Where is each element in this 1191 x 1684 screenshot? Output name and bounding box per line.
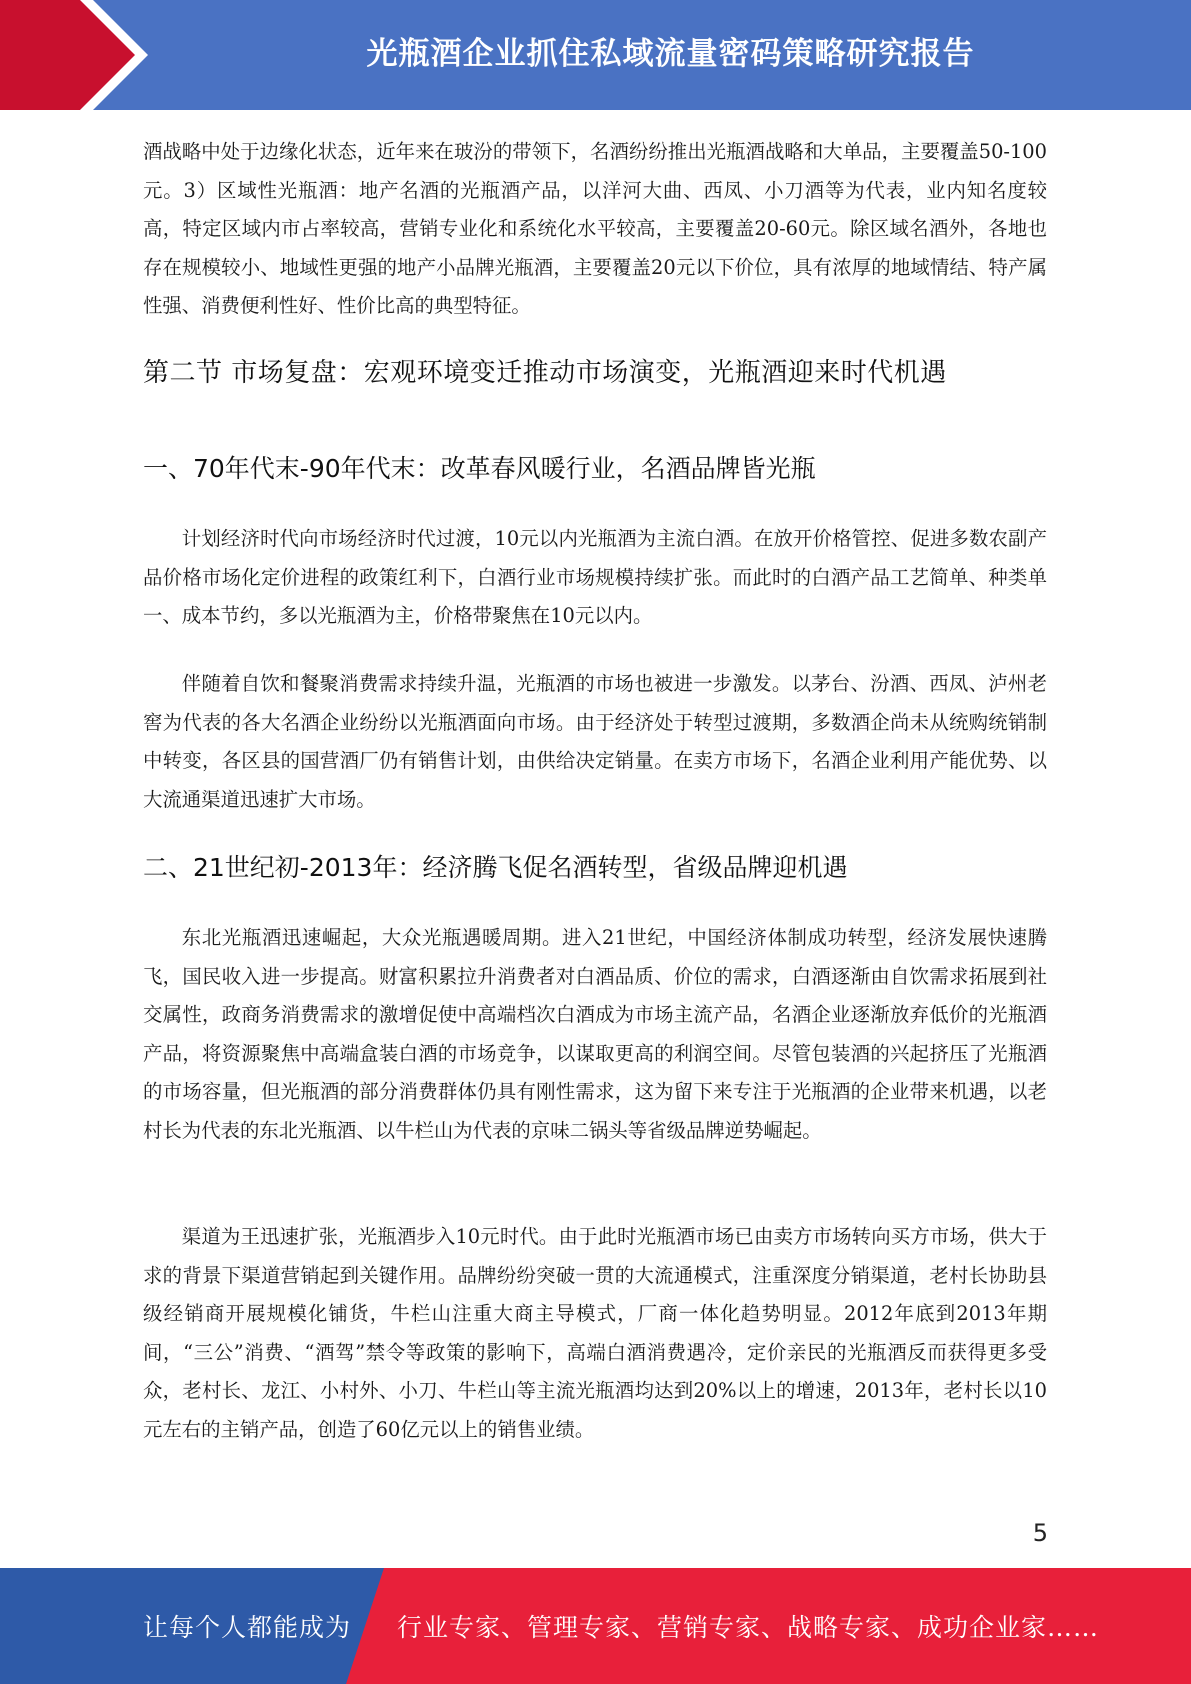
paragraph-text: 计划经济时代向市场经济时代过渡，10元以内光瓶酒为主流白酒。在放开价格管控、促进多数农副产品价格市场化定价进程的政策红利下，白酒行业市场规模持续扩张。而此时的白酒产品工艺简单、种类单一、成本节约，多以光瓶酒为主，价格带聚焦在10元以内。 [143,527,1047,627]
subsection-2-paragraph-2 [143,1218,1047,1449]
page-number: 5 [1032,1519,1048,1547]
page-header [0,0,1191,110]
subsection-2-title: 二、21世纪初-2013年：经济腾飞促名酒转型，省级品牌迎机遇 [143,853,848,882]
paragraph-text: 渠道为王迅速扩张，光瓶酒步入10元时代。由于此时光瓶酒市场已由卖方市场转向买方市场，供大于求的背景下渠道营销起到关键作用。品牌纷纷突破一贯的大流通模式，注重深度分销渠道，老村长协助县级经销商开展规模化铺货，牛栏山注重大商主导模式，厂商一体化趋势明显。2012年底到2013年期间，“三公”消费、“酒驾”禁令等政策的影响下，高端白酒消费遇冷，定价亲民的光瓶酒反而获得更多受众，老村长、龙江、小村外、小刀、牛栏山等主流光瓶酒均达到20%以上的增速，2013年，老村长以10元左右的主销产品，创造了60亿元以上的销售业绩。 [143,1225,1047,1441]
paragraph-text: 伴随着自饮和餐聚消费需求持续升温，光瓶酒的市场也被进一步激发。以茅台、汾酒、西凤、泸州老窖为代表的各大名酒企业纷纷以光瓶酒面向市场。由于经济处于转型过渡期，多数酒企尚未从统购统销制中转变，各区县的国营酒厂仍有销售计划，由供给决定销量。在卖方市场下，名酒企业利用产能优势、以大流通渠道迅速扩大市场。 [143,672,1047,811]
page-footer [0,1568,1191,1684]
footer-slogan-right: 行业专家、管理专家、营销专家、战略专家、成功企业家…… [397,1613,1100,1642]
intro-section [143,133,1047,326]
subsection-1-paragraph-2 [143,665,1047,819]
footer-slogan-left: 让每个人都能成为 [143,1613,352,1642]
section-title: 第二节 市场复盘：宏观环境变迁推动市场演变，光瓶酒迎来时代机遇 [143,358,947,388]
paragraph-text: 东北光瓶酒迅速崛起，大众光瓶遇暖周期。进入21世纪，中国经济体制成功转型，经济发展快速腾飞，国民收入进一步提高。财富积累拉升消费者对白酒品质、价位的需求，白酒逐渐由自饮需求拓展到社交属性，政商务消费需求的激增促使中高端档次白酒成为市场主流产品，名酒企业逐渐放弃低价的光瓶酒产品，将资源聚焦中高端盒装白酒的市场竞争，以谋取更高的利润空间。尽管包装酒的兴起挤压了光瓶酒的市场容量，但光瓶酒的部分消费群体仍具有刚性需求，这为留下来专注于光瓶酒的企业带来机遇，以老村长为代表的东北光瓶酒、以牛栏山为代表的京味二锅头等省级品牌逆势崛起。 [143,926,1047,1142]
report-title: 光瓶酒企业抓住私域流量密码策略研究报告 [366,35,975,72]
subsection-1-paragraph-1 [143,520,1047,636]
subsection-2-paragraph-1 [143,919,1047,1150]
subsection-1-title: 一、70年代末-90年代末：改革春风暖行业，名酒品牌皆光瓶 [143,454,816,483]
intro-paragraph: 酒战略中处于边缘化状态，近年来在玻汾的带领下，名酒纷纷推出光瓶酒战略和大单品，主要覆盖50-100元。3）区域性光瓶酒：地产名酒的光瓶酒产品，以洋河大曲、西凤、小刀酒等为代表，业内知名度较高，特定区域内市占率较高，营销专业化和系统化水平较高，主要覆盖20-60元。除区域名酒外，各地也存在规模较小、地域性更强的地产小品牌光瓶酒，主要覆盖20元以下价位，具有浓厚的地域情结、特产属性强、消费便利性好、性价比高的典型特征。 [143,140,1047,317]
